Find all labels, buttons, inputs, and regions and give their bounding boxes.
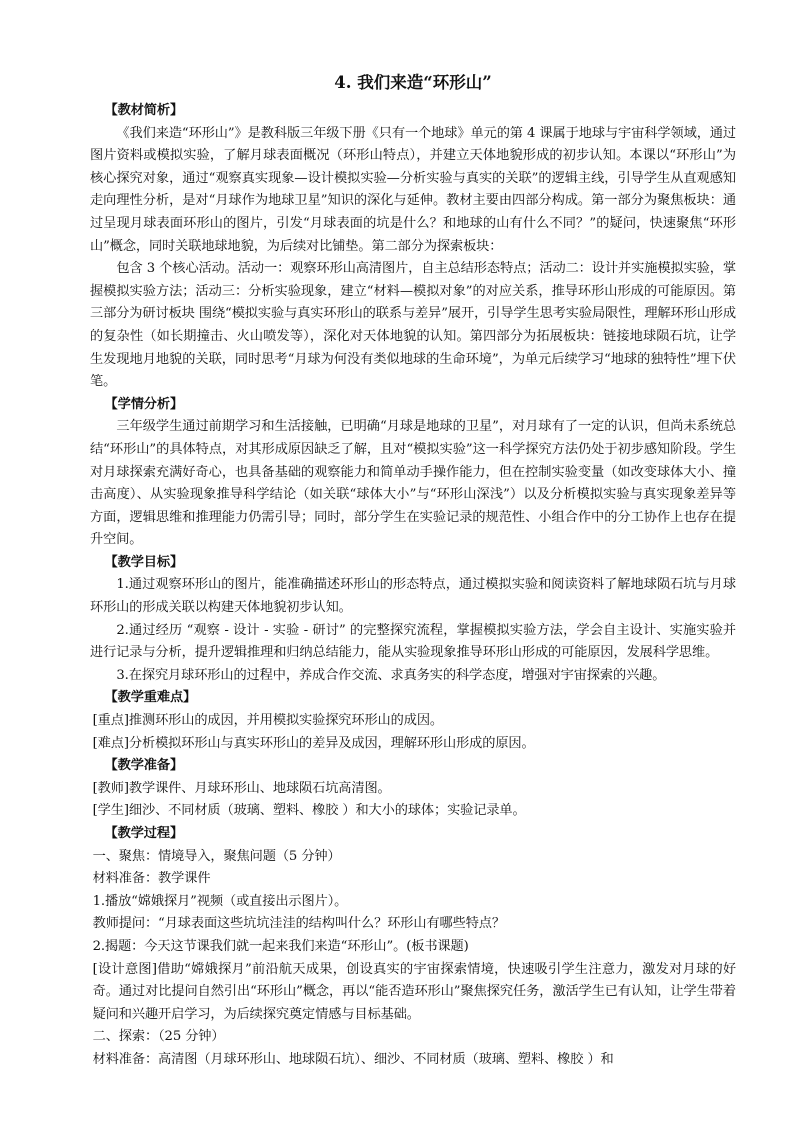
teacher-question: 教师提问：“月球表面这些坑坑洼洼的结构叫什么？环形山有哪些特点？ <box>92 916 505 932</box>
step-item: 1.播放“嫦娥探月”视频（或直接出示图片）。 <box>92 893 348 909</box>
student-preparation: [学生]细沙、不同材质（玻璃、塑料、橡胶 ）和大小的球体；实验记录单。 <box>92 803 526 819</box>
step-item: 2.揭题：今天这节课我们就一起来我们来造“环形山”。(板书课题) <box>92 938 469 954</box>
document-title: 4. 我们来造“环形山” <box>334 73 492 92</box>
section-heading-key-points: 【教学重难点】 <box>104 690 197 706</box>
document-body <box>90 100 736 1072</box>
section-heading-teaching-goals: 【教学目标】 <box>104 554 184 570</box>
stage-heading: 一、聚焦：情境导入，聚焦问题（5 分钟） <box>92 848 341 864</box>
goal-item: 3.在探究月球环形山的过程中，养成合作交流、求真务实的科学态度，增强对宇宙探索的兴趣。 <box>116 667 666 683</box>
section-heading-textbook-analysis: 【教材简析】 <box>104 103 184 118</box>
teacher-preparation: [教师]教学课件、月球环形山、地球陨石坑高清图。 <box>92 780 391 796</box>
stage-heading: 二、探索：（25 分钟） <box>92 1029 225 1045</box>
document-content <box>90 72 736 1072</box>
materials-line: 材料准备：教学课件 <box>92 871 211 887</box>
paragraph: 包含 3 个核心活动。活动一：观察环形山高清图片，自主总结形态特点；活动二：设计并实施模拟实验，掌握模拟实验方法；活动三：分析实验现象，建立“材料—模拟对象”的对应关系，推导环形山形成的可能原因。第三部分为研讨板块 围绕“模拟实验与真实环形山的联系与差异”展开，引导学生思考实验局限性，理解环形山形成的复杂性（如长期撞击、火山喷发等），深化对天体地貌的认知。第四部分为拓展板块：链接地球陨石坑，让学生发现地月地貌的关联，同时思考“月球为何没有类似地球的生命环境”，为单元后续学习“地球的独特性”埋下伏笔。 <box>90 261 736 390</box>
section-heading-preparation: 【教学准备】 <box>104 758 184 774</box>
design-intent: [设计意图]借助“嫦娥探月”前沿航天成果，创设真实的宇宙探索情境，快速吸引学生注意力，激发对月球的好奇。通过对比提问自然引出“环形山”概念，再以“能否造环形山”聚焦探究任务，激活学生已有认知，让学生带着疑问和兴趣开启学习，为后续探究奠定情感与目标基础。 <box>92 961 736 1022</box>
key-point: [重点]推测环形山的成因，并用模拟实验探究环形山的成因。 <box>92 713 443 729</box>
section-heading-teaching-process: 【教学过程】 <box>104 826 184 841</box>
paragraph: 三年级学生通过前期学习和生活接触，已明确“月球是地球的卫星”，对月球有了一定的认识，但尚未系统总结“环形山”的具体特点，对其形成原因缺乏了解，且对“模拟实验”这一科学探究方法仍处于初步感知阶段。学生对月球探索充满好奇心，也具备基础的观察能力和简单动手操作能力，但在控制实验变量（如改变球体大小、撞击高度）、从实验现象推导科学结论（如关联“球体大小”与“环形山深浅”）以及分析模拟实验与真实现象差异等方面，逻辑思维和推理能力仍需引导；同时，部分学生在实验记录的规范性、小组合作中的分工协作上也存在提升空间。 <box>90 419 736 548</box>
materials-line: 材料准备：高清图（月球环形山、地球陨石坑）、细沙、不同材质（玻璃、塑料、橡胶 ）和 <box>92 1051 614 1067</box>
goal-item: 2.通过经历 “观察 - 设计 - 实验 - 研讨” 的完整探究流程，掌握模拟实验方法，学会自主设计、实施实验并进行记录与分析，提升逻辑推理和归纳总结能力，能从实验现象推导环形山形成的可能原因，发展科学思维。 <box>90 622 736 661</box>
section-heading-student-analysis: 【学情分析】 <box>104 396 184 412</box>
goal-item: 1.通过观察环形山的图片，能准确描述环形山的形态特点，通过模拟实验和阅读资料了解地球陨石坑与月球环形山的形成关联以构建天体地貌初步认知。 <box>90 577 736 616</box>
paragraph: 《我们来造“环形山”》是教科版三年级下册《只有一个地球》单元的第 4 课属于地球与宇宙科学领域，通过图片资料或模拟实验，了解月球表面概况（环形山特点），并建立天体地貌形成的初步认知。本课以“环形山”为核心探究对象，通过“观察真实现象—设计模拟实验—分析实验与真实的关联”的逻辑主线，引导学生从直观感知走向理性分析，是对“月球作为地球卫星”知识的深化与延伸。教材主要由四部分构成。第一部分为聚焦板块：通过呈现月球表面环形山的图片，引发“月球表面的坑是什么？和地球的山有什么不同？”的疑问，快速聚焦“环形山”概念，同时关联地球地貌，为后续对比铺垫。第二部分为探索板块： <box>90 125 736 254</box>
difficult-point: [难点]分析模拟环形山与真实环形山的差异及成因，理解环形山形成的原因。 <box>92 735 535 751</box>
